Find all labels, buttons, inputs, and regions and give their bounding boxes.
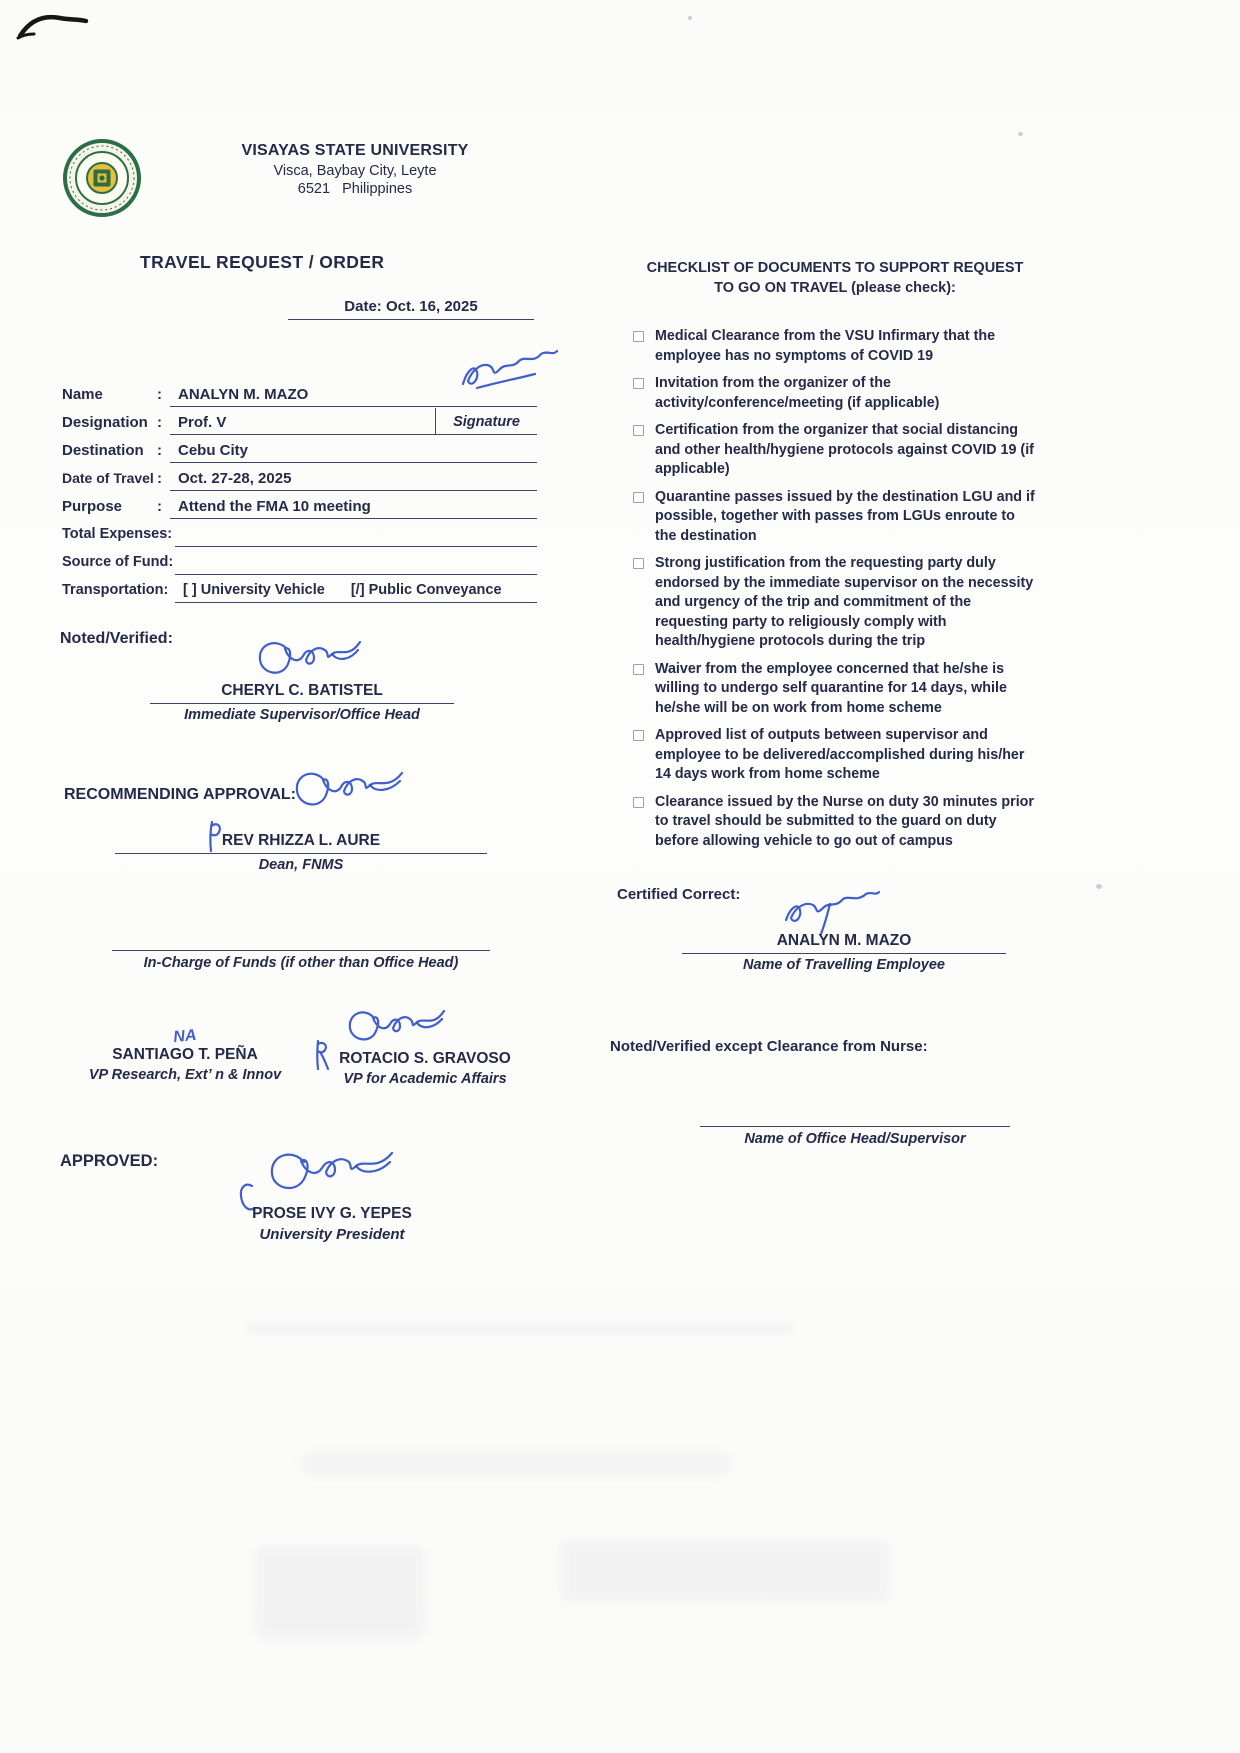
field-label: Source of Fund: [62,554,174,570]
checkbox-icon [633,558,644,569]
approved-signatory [225,1205,439,1243]
checklist-item-text: Waiver from the employee concerned that he/she is willing to undergo self quarantine for 14 days, while he/she will be on work from home scheme [655,660,1007,716]
form-title: TRAVEL REQUEST / ORDER [140,252,385,272]
field-value [175,520,537,547]
signatory-name: CHERYL C. BATISTEL [221,682,383,699]
checklist-heading-line1: CHECKLIST OF DOCUMENTS TO SUPPORT REQUEST [646,260,1024,276]
signatory-title: Name of Travelling Employee [743,957,945,973]
field-value: Oct. 27-28, 2025 [170,464,537,491]
scan-smudge [300,1452,730,1476]
checklist-item-text: Approved list of outputs between supervisor and employee to be delivered/accomplished during his/her 14 days work from home scheme [655,727,1025,782]
signatory-title: Dean, FNMS [258,857,344,873]
checkbox-icon [633,664,644,675]
university-header [200,142,510,197]
approved-heading: APPROVED: [60,1152,159,1170]
noted-verified-heading: Noted/Verified: [60,630,173,647]
signature-analyn-certified-ink [778,888,884,936]
field-value: Prof. V [170,408,435,435]
form-row-date-of-travel [62,464,540,492]
signatory-name: ROTACIO S. GRAVOSO [339,1050,511,1067]
university-address-line2: 6521 Philippines [297,181,413,197]
signature-yepes-ink [252,1144,414,1204]
field-value: Cebu City [170,436,537,463]
transport-option-label: University Vehicle [200,582,325,598]
checklist-item [633,421,1039,480]
transport-option-university-vehicle [183,582,325,598]
checklist [633,327,1039,859]
checklist-heading-line2: TO GO ON TRAVEL (please check): [714,280,956,296]
checklist-item [633,726,1039,785]
transport-option-public-conveyance [351,582,502,598]
field-colon: : [157,386,162,403]
checkbox-icon [633,331,644,342]
field-value [175,576,537,603]
date-field: Date: Oct. 16, 2025 [288,298,534,320]
checklist-item-text: Medical Clearance from the VSU Infirmary that the employee has no symptoms of COVID 19 [655,328,996,364]
vp-research-signatory [70,1028,300,1083]
certified-correct-heading: Certified Correct: [617,886,741,903]
signatory-name: ANALYN M. MAZO [776,932,912,949]
signature-batistel-ink [246,634,376,688]
checklist-item-text: Clearance issued by the Nurse on duty 30 minutes prior to travel should be submitted to the guard on duty before allowing vehicle to go out of campus [655,793,1034,849]
signature-line [682,953,1006,954]
university-name: VISAYAS STATE UNIVERSITY [241,142,469,159]
scan-smudge [560,1540,890,1602]
scan-speck [688,16,692,20]
university-seal-logo [62,138,142,218]
field-colon: : [157,442,162,459]
form-row-designation [62,408,540,436]
scan-speck [1018,132,1023,136]
signature-cell-label: Signature [435,408,537,435]
form-row-transportation [62,576,540,604]
recommending-signatory [115,832,487,873]
signature-line [115,853,487,854]
checklist-item-text: Quarantine passes issued by the destination LGU and if possible, together with passes from LGUs enroute to the destination [655,488,1035,544]
checklist-item-text: Strong justification from the requesting party duly endorsed by the immediate supervisor on the necessity and urgency of the trip and commitment of the requesting party to religiously comply with health/hygiene protocols during the trip [655,555,1034,649]
checkbox-icon [633,425,644,436]
signature-gravoso-ink [338,1004,456,1054]
field-label: Destination [62,442,144,459]
field-value: Attend the FMA 10 meeting [170,492,537,519]
field-colon: : [157,414,162,431]
checklist-item [633,327,1039,366]
certified-signatory [682,932,1006,973]
scan-smudge [255,1545,425,1640]
funds-incharge-title: In-Charge of Funds (if other than Office Head) [143,955,459,971]
field-label: Designation [62,414,148,431]
checkbox-bracket-checked: [/] [350,582,365,598]
form-row-source-of-fund [62,548,540,576]
checkbox-icon [633,378,644,389]
field-value [175,548,537,575]
field-label: Name [62,386,103,403]
field-colon: : [157,470,162,487]
signature-aure-ink [282,764,418,820]
signature-analyn-ink [455,346,563,398]
pen-scribble-mark [14,6,92,44]
checklist-item [633,660,1039,719]
checkbox-icon [633,492,644,503]
signature-line [700,1126,1010,1127]
field-label: Date of Travel [62,470,154,486]
signature-line [150,703,454,704]
signatory-name: PROSE IVY G. YEPES [252,1205,412,1222]
checkbox-bracket-unchecked: [ ] [183,582,197,598]
checklist-item-text: Certification from the organizer that social distancing and other health/hygiene protocols against COVID 19 (if applicable) [655,422,1034,477]
scan-smudge [245,1322,795,1335]
field-colon: : [157,498,162,515]
checklist-item [633,793,1039,852]
field-label: Transportation: [62,582,169,598]
noted-except-heading: Noted/Verified except Clearance from Nurse: [610,1038,928,1055]
scan-speck [1096,884,1102,889]
checkbox-icon [633,797,644,808]
form-row-destination [62,436,540,464]
university-address-line1: Visca, Baybay City, Leyte [273,163,437,179]
form-row-purpose [62,492,540,520]
signatory-title: VP Research, Ext’ n & Innov [88,1067,282,1083]
signature-line [112,950,490,951]
signatory-title: Immediate Supervisor/Office Head [184,707,420,723]
field-label: Total Expenses: [62,526,173,542]
checklist-item [633,554,1039,652]
signatory-title: University President [259,1226,405,1243]
signatory-name: REV RHIZZA L. AURE [221,832,381,849]
checkbox-icon [633,730,644,741]
office-head-signature-block [700,1126,1010,1147]
signatory-title: VP for Academic Affairs [343,1071,507,1087]
field-label: Purpose [62,498,123,515]
noted-verified-signatory [150,682,454,723]
office-head-title: Name of Office Head/Supervisor [744,1131,966,1147]
handwritten-na-annotation: NA [172,1026,198,1047]
vp-academic-signatory [305,1050,545,1087]
transport-option-label: Public Conveyance [368,582,502,598]
funds-incharge-block [112,950,490,971]
signatory-name: SANTIAGO T. PEÑA [112,1046,258,1063]
checklist-item-text: Invitation from the organizer of the activity/conference/meeting (if applicable) [655,375,940,411]
recommending-approval-heading: RECOMMENDING APPROVAL: [64,786,296,803]
checklist-heading [620,258,1050,298]
checklist-item [633,488,1039,547]
field-value: ANALYN M. MAZO [170,380,537,407]
checklist-item [633,374,1039,413]
form-row-total-expenses [62,520,540,548]
